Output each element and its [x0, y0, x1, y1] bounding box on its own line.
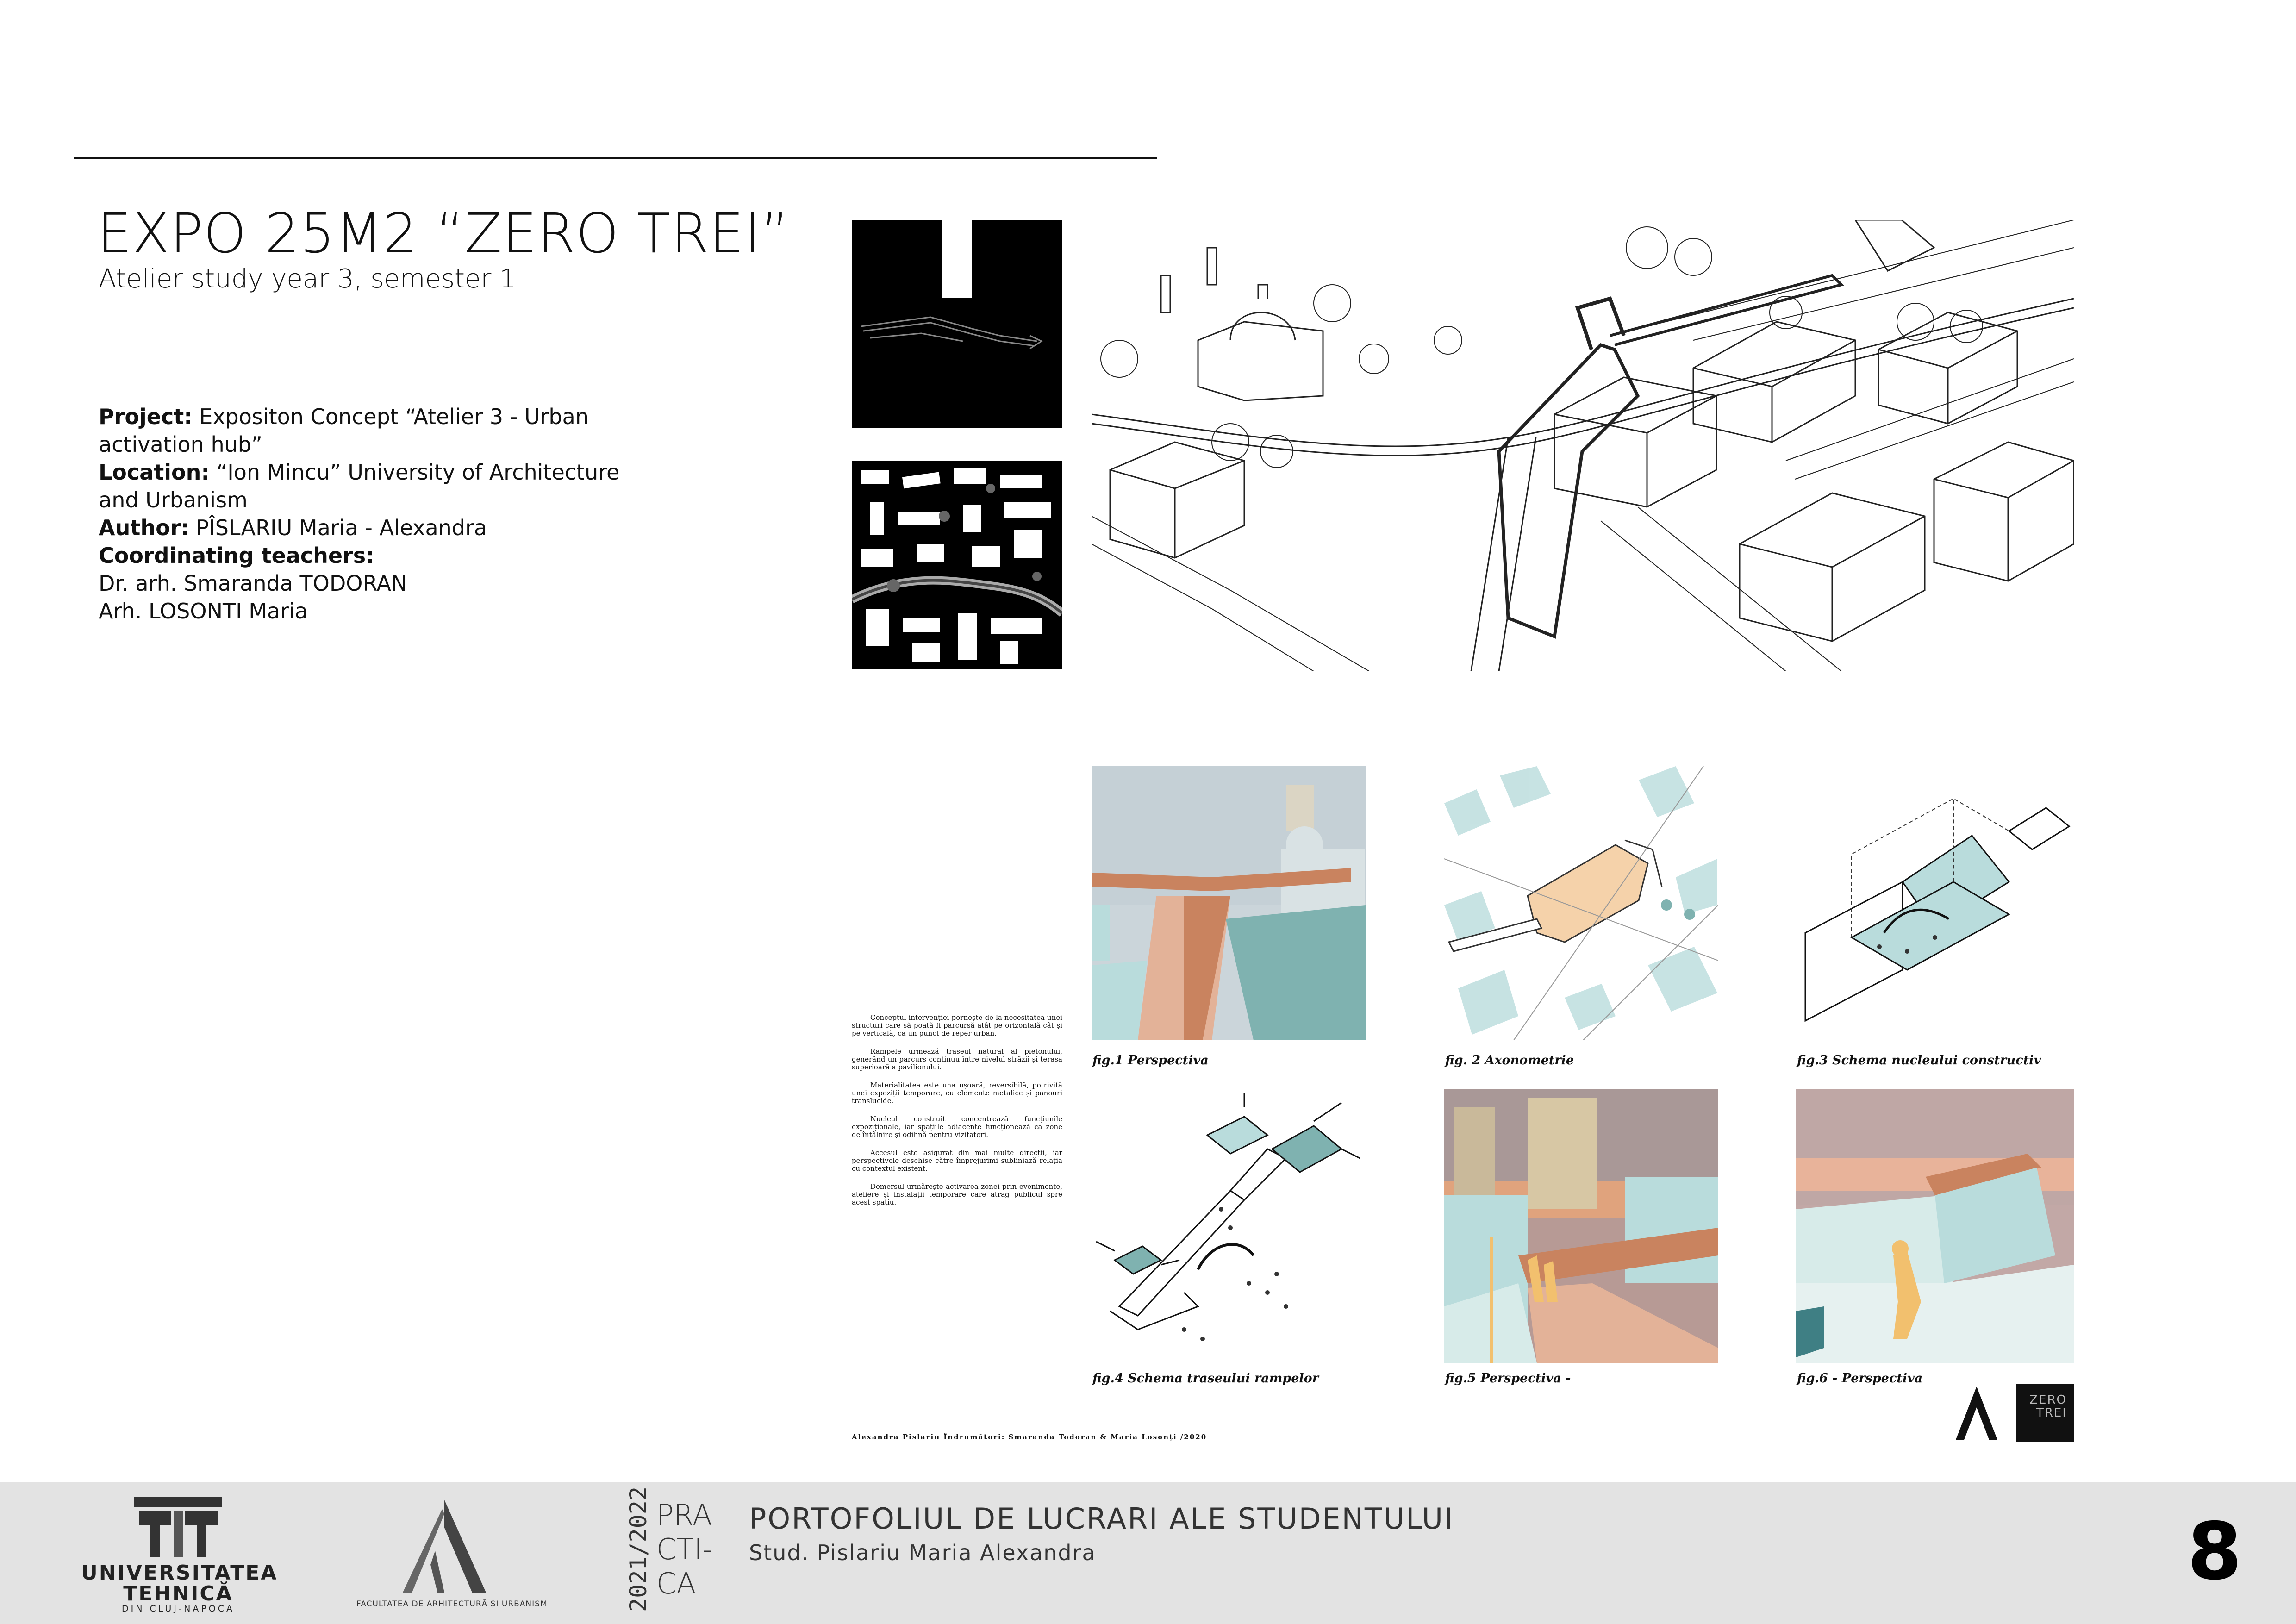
project-label: Project:	[99, 404, 193, 429]
figure-caption-6: fig.6 - Perspectiva	[1797, 1371, 1923, 1386]
footer-bar	[0, 1482, 2296, 1624]
location-value: “Ion Mincu” University of Architecture and Urbanism	[99, 460, 620, 512]
sheet-credit: Alexandra Pislariu Îndrumători: Smaranda Todoran & Maria Losonți /2020	[852, 1433, 1207, 1441]
concept-diagram-1	[852, 220, 1062, 428]
figure-caption-2: fig. 2 Axonometrie	[1445, 1053, 1574, 1068]
atelier-logo	[1951, 1384, 2074, 1442]
faculty-logo-icon	[398, 1500, 491, 1593]
teachers-label: Coordinating teachers:	[99, 543, 374, 568]
axonometric-site-drawing	[1092, 220, 2074, 671]
utcn-logo-icon	[134, 1497, 222, 1560]
university-name-line2: TEHNICĂ	[123, 1582, 233, 1605]
teacher-2: Arh. LOSONTI Maria	[99, 599, 308, 624]
perspective-image-5	[1444, 1089, 1718, 1363]
practica-line3: CA	[656, 1567, 696, 1600]
site-map-diagram	[852, 461, 1062, 669]
practica-line2: CTI-	[656, 1532, 713, 1566]
academic-year: 2021/2022	[625, 1487, 652, 1612]
figure-caption-1: fig.1 Perspectiva	[1092, 1053, 1209, 1068]
project-description: Conceptul intervenției pornește de la necesitatea unei structuri care să poată fi parcursă atât pe orizontală cât și pe verticală, ca un punct de reper urban. Rampele urmează traseul natural al pietonului, generând un parcurs continuu între nivelul străzii și terasa superioară a pavilionului. Materialitatea este una ușoară, reversibilă, potrivită unei expoziții temporare, cu elemente metalice și panouri translucide. Nucleul construit concentrează funcțiunile expoziționale, iar spațiile adiacente funcționează ca zone de întâlnire și odihnă pentru vizitatori. Accesul este asigurat din mai multe direcții, iar perspectivele deschise către împrejurimi subliniază relația cu contextul existent. Demersul urmărește activarea zonei prin evenimente, ateliere și instalații temporare care atrag publicul spre acest spațiu.	[852, 1013, 1062, 1206]
ramps-route-diagram	[1092, 1089, 1366, 1363]
university-name-line3: DIN CLUJ-NAPOCA	[122, 1604, 235, 1614]
figure-caption-4: fig.4 Schema traseului rampelor	[1092, 1371, 1319, 1386]
perspective-image-1	[1092, 766, 1366, 1040]
figure-caption-5: fig.5 Perspectiva -	[1445, 1371, 1571, 1386]
axonometric-image-2	[1444, 766, 1718, 1040]
teacher-1: Dr. arh. Smaranda TODORAN	[99, 571, 407, 596]
faculty-name: FACULTATEA DE ARHITECTURĂ ȘI URBANISM	[356, 1599, 548, 1609]
portfolio-title: PORTOFOLIUL DE LUCRARI ALE STUDENTULUI	[749, 1502, 1454, 1536]
construction-core-diagram	[1796, 766, 2074, 1040]
page-subtitle: Atelier study year 3, semester 1	[99, 264, 516, 294]
practica-line1: PRA	[656, 1498, 712, 1532]
project-info	[99, 403, 645, 625]
page-number: 8	[2187, 1506, 2242, 1598]
author-label: Author:	[99, 515, 189, 540]
university-name-line1: UNIVERSITATEA	[81, 1561, 278, 1585]
perspective-image-6	[1796, 1089, 2074, 1363]
location-label: Location:	[99, 460, 210, 485]
page-title: EXPO 25M2 “ZERO TREI”	[97, 201, 790, 265]
figure-caption-3: fig.3 Schema nucleului constructiv	[1797, 1053, 2041, 1068]
project-value: Expositon Concept “Atelier 3 - Urban activation hub”	[99, 404, 589, 457]
header-rule	[74, 157, 1157, 159]
zero-trei-label: ZERO TREI	[2029, 1393, 2067, 1420]
author-value: PÎSLARIU Maria - Alexandra	[196, 515, 487, 540]
student-name: Stud. Pislariu Maria Alexandra	[749, 1540, 1096, 1565]
